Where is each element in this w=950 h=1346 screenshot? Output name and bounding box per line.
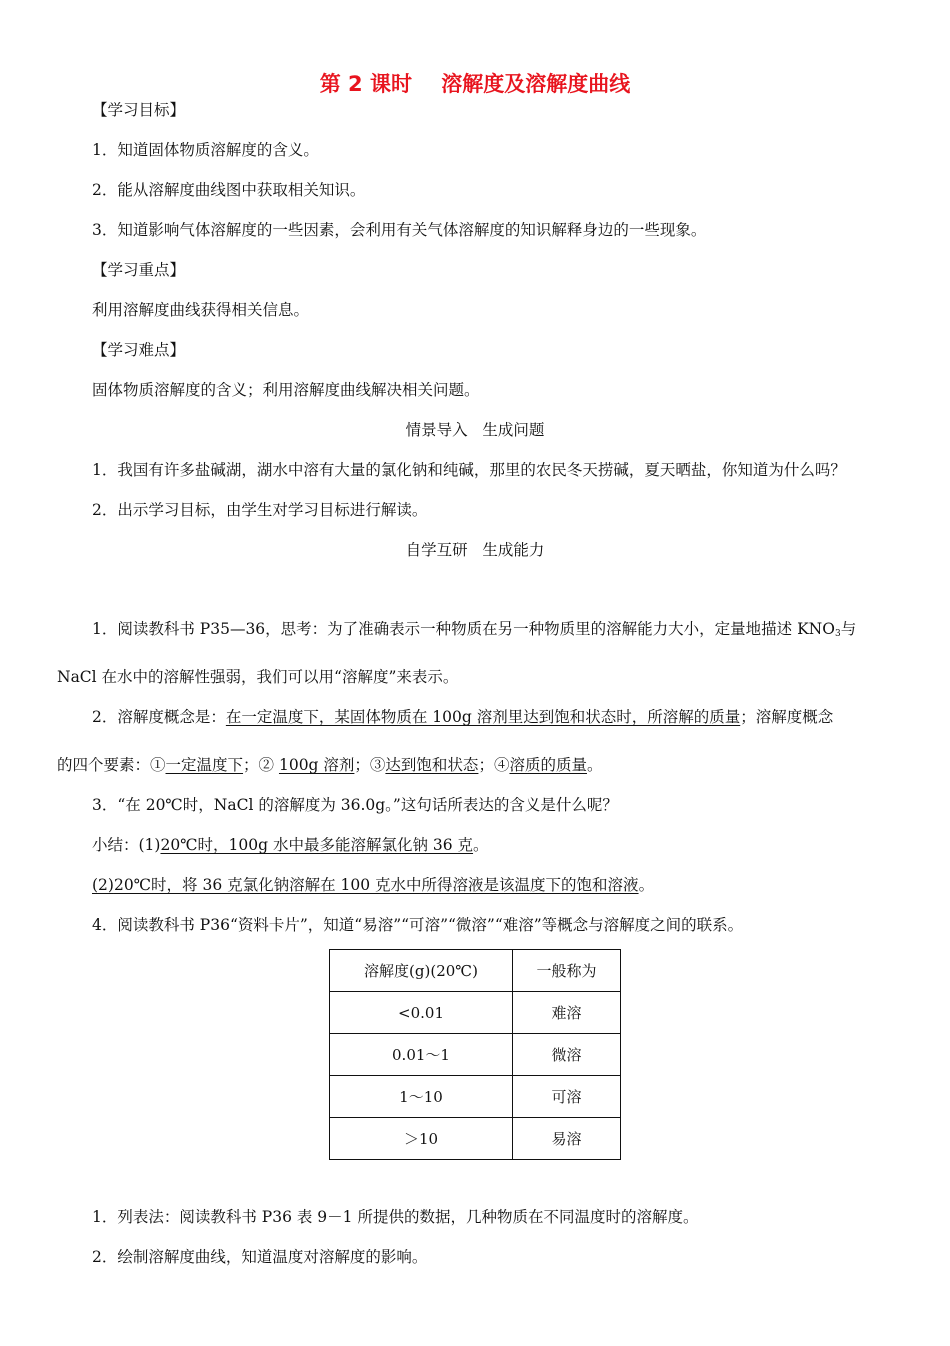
goal-item-1: 1．知道固体物质溶解度的含义。 (92, 141, 319, 159)
section-heading-intro: 情景导入 生成问题 (405, 421, 545, 439)
table-cell: 易溶 (513, 1118, 621, 1160)
table-header-cell: 一般称为 (513, 950, 621, 992)
focus-text: 利用溶解度曲线获得相关信息。 (92, 301, 310, 319)
intro-item-2: 2．出示学习目标，由学生对学习目标进行解读。 (92, 501, 428, 519)
intro-item-1: 1．我国有许多盐碱湖，湖水中溶有大量的氯化钠和纯碱，那里的农民冬天捞碱，夏天晒盐，你知道为什么吗？ (92, 461, 846, 479)
table-cell: 1～10 (330, 1076, 513, 1118)
difficulty-text: 固体物质溶解度的含义；利用溶解度曲线解决相关问题。 (92, 381, 480, 399)
table-cell: ＞10 (330, 1118, 513, 1160)
final-item-1: 1．列表法：阅读教科书 P36 表 9－1 所提供的数据，几种物质在不同温度时的溶解度。 (92, 1208, 699, 1226)
final-item-2: 2．绘制溶解度曲线，知道温度对溶解度的影响。 (92, 1248, 428, 1266)
table-cell: 难溶 (513, 992, 621, 1034)
table-cell: 微溶 (513, 1034, 621, 1076)
table-row (330, 1076, 621, 1118)
paragraph-4: 4．阅读教科书 P36“资料卡片”，知道“易溶”“可溶”“微溶”“难溶”等概念与溶解度之间的联系。 (92, 916, 744, 934)
table-header-row (330, 950, 621, 992)
goal-item-3: 3．知道影响气体溶解度的一些因素，会利用有关气体溶解度的知识解释身边的一些现象。 (92, 221, 707, 239)
solubility-definition: 在一定温度下，某固体物质在 100g 溶剂里达到饱和状态时，所溶解的质量 (225, 708, 741, 726)
goal-item-2: 2．能从溶解度曲线图中获取相关知识。 (92, 181, 366, 199)
difficulty-heading: 【学习难点】 (92, 341, 186, 359)
summary-line-2: (2)20℃时，将 36 克氯化钠溶解在 100 克水中所得溶液是该温度下的饱和溶液。 (92, 876, 655, 894)
paragraph-3: 3．“在 20℃时，NaCl 的溶解度为 36.0g。”这句话所表达的含义是什么呢？ (92, 796, 618, 814)
table-row (330, 992, 621, 1034)
page-title: 第 2 课时 溶解度及溶解度曲线 (319, 72, 631, 96)
table-row (330, 1034, 621, 1076)
summary-line-1: 小结：(1)20℃时，100g 水中最多能溶解氯化钠 36 克。 (92, 836, 489, 854)
paragraph-2-line-2: 的四个要素：①一定温度下；② 100g 溶剂；③达到饱和状态；④溶质的质量。 (57, 756, 603, 774)
paragraph-2-line-1: 2．溶解度概念是：在一定温度下，某固体物质在 100g 溶剂里达到饱和状态时，所溶解的质量；溶解度概念 (92, 708, 834, 726)
paragraph-1-line-2: NaCl 在水中的溶解性强弱，我们可以用“溶解度”来表示。 (57, 668, 459, 686)
goals-heading: 【学习目标】 (92, 101, 186, 119)
table-row (330, 1118, 621, 1160)
solubility-table (329, 949, 621, 1160)
paragraph-1-line-1: 1．阅读教科书 P35—36，思考：为了准确表示一种物质在另一种物质里的溶解能力大小，定量地描述 $KNO_3$与 (92, 620, 857, 639)
table-cell: 0.01～1 (330, 1034, 513, 1076)
section-heading-selfstudy: 自学互研 生成能力 (405, 541, 545, 559)
table-cell: 可溶 (513, 1076, 621, 1118)
focus-heading: 【学习重点】 (92, 261, 186, 279)
table-header-cell: 溶解度(g)(20℃) (330, 950, 513, 992)
table-cell: <0.01 (330, 992, 513, 1034)
